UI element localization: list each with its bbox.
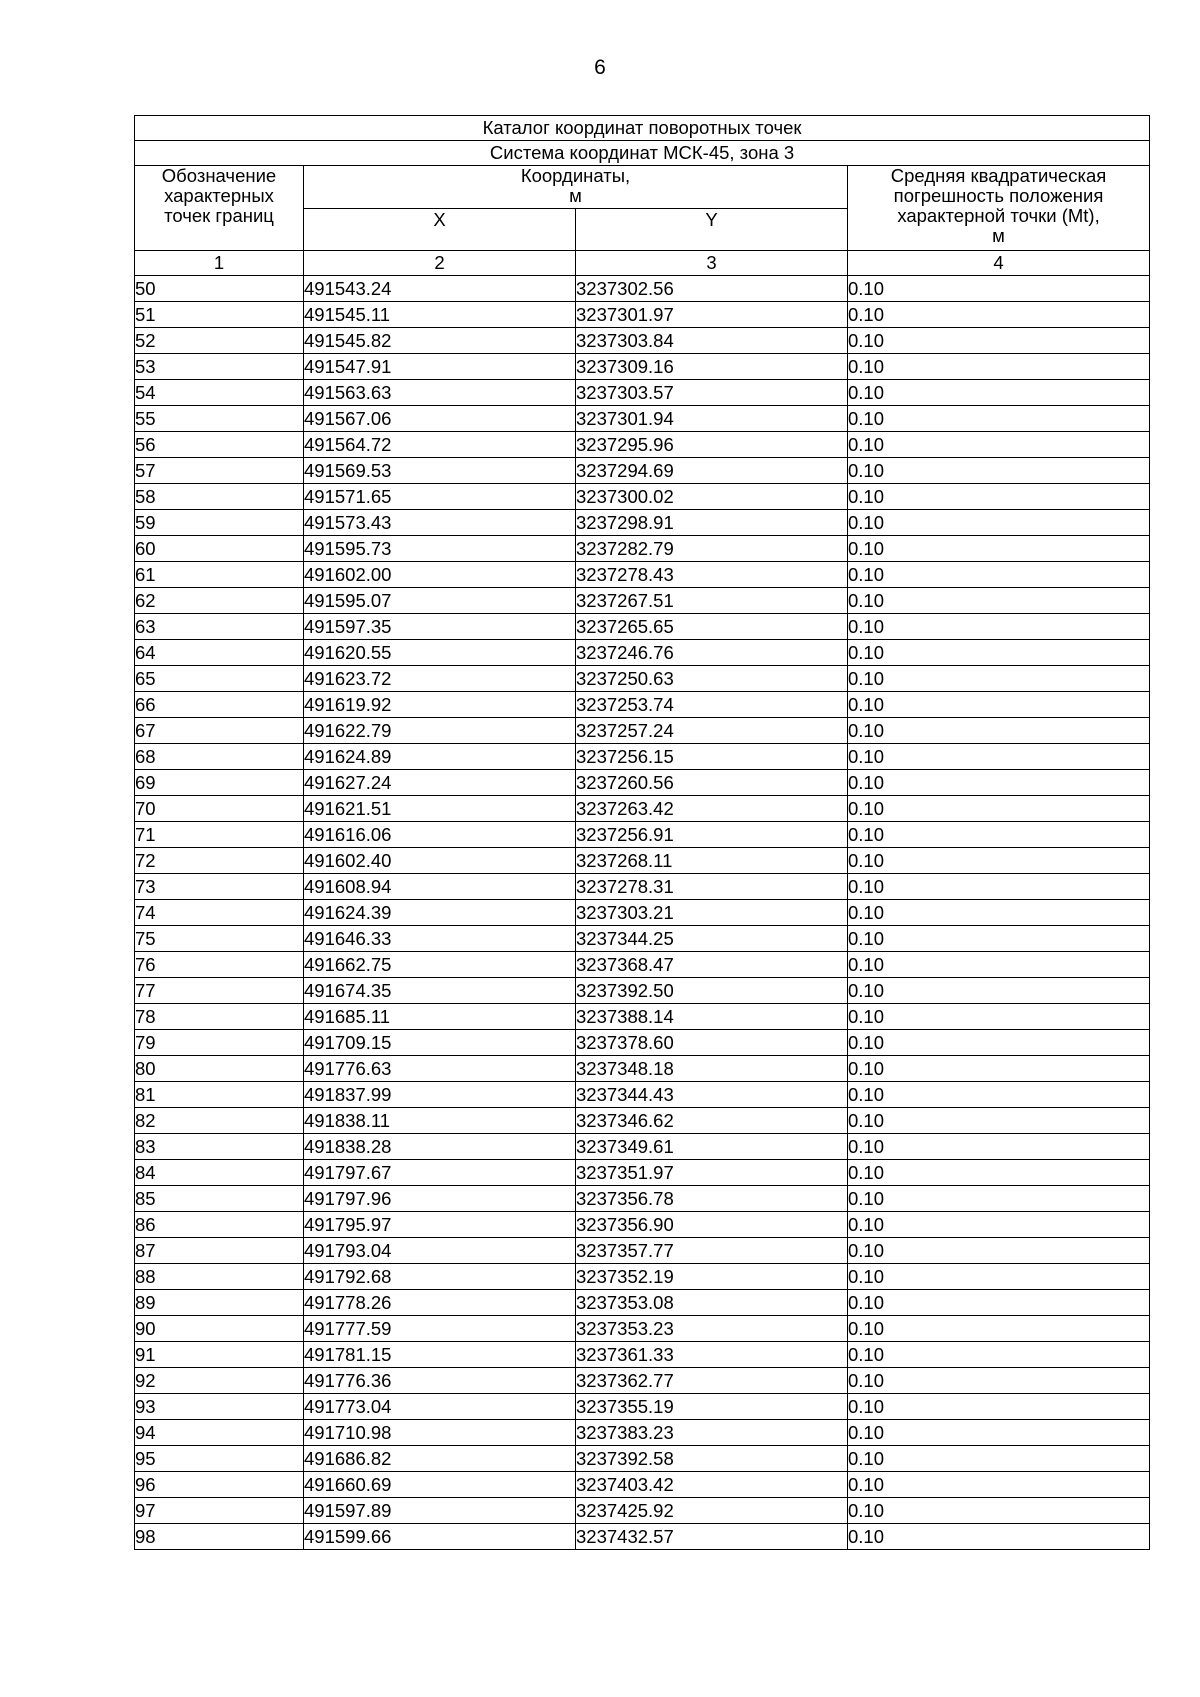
table-row [135, 458, 1150, 484]
error-cell: 0.10 [848, 1186, 1150, 1212]
table-row [135, 354, 1150, 380]
point-id-cell: 87 [135, 1238, 304, 1264]
point-id-cell: 51 [135, 302, 304, 328]
error-cell: 0.10 [848, 562, 1150, 588]
y-coordinate-cell: 3237256.15 [576, 744, 848, 770]
table-row [135, 978, 1150, 1004]
error-cell: 0.10 [848, 1290, 1150, 1316]
error-cell: 0.10 [848, 1316, 1150, 1342]
error-cell: 0.10 [848, 900, 1150, 926]
point-id-cell: 70 [135, 796, 304, 822]
y-coordinate-cell: 3237278.43 [576, 562, 848, 588]
x-coordinate-cell: 491837.99 [304, 1082, 576, 1108]
y-coordinate-cell: 3237368.47 [576, 952, 848, 978]
table-row [135, 1056, 1150, 1082]
header-line: Координаты, [520, 165, 631, 186]
point-id-cell: 83 [135, 1134, 304, 1160]
error-cell: 0.10 [848, 406, 1150, 432]
table-row [135, 1394, 1150, 1420]
x-coordinate-cell: 491660.69 [304, 1472, 576, 1498]
table-row [135, 796, 1150, 822]
point-id-cell: 50 [135, 276, 304, 302]
x-coordinate-cell: 491569.53 [304, 458, 576, 484]
y-coordinate-cell: 3237303.21 [576, 900, 848, 926]
table-row [135, 380, 1150, 406]
table-row [135, 822, 1150, 848]
x-coordinate-cell: 491573.43 [304, 510, 576, 536]
x-coordinate-cell: 491602.40 [304, 848, 576, 874]
table-row [135, 718, 1150, 744]
coordinate-system-title: Система координат МСК-45, зона 3 [135, 141, 1150, 166]
table-row [135, 1498, 1150, 1524]
header-line: погрешность положения [893, 185, 1104, 206]
y-coordinate-cell: 3237263.42 [576, 796, 848, 822]
error-cell: 0.10 [848, 1238, 1150, 1264]
table-row [135, 1030, 1150, 1056]
y-coordinate-cell: 3237352.19 [576, 1264, 848, 1290]
y-coordinate-cell: 3237355.19 [576, 1394, 848, 1420]
column-numbers-row [135, 251, 1150, 276]
error-cell: 0.10 [848, 848, 1150, 874]
x-coordinate-cell: 491595.07 [304, 588, 576, 614]
table-row [135, 926, 1150, 952]
point-id-cell: 78 [135, 1004, 304, 1030]
point-id-cell: 68 [135, 744, 304, 770]
table-row [135, 640, 1150, 666]
point-id-cell: 76 [135, 952, 304, 978]
table-row [135, 848, 1150, 874]
x-coordinate-cell: 491646.33 [304, 926, 576, 952]
point-id-cell: 82 [135, 1108, 304, 1134]
point-id-cell: 58 [135, 484, 304, 510]
error-cell: 0.10 [848, 1368, 1150, 1394]
x-coordinate-cell: 491797.96 [304, 1186, 576, 1212]
error-cell: 0.10 [848, 640, 1150, 666]
table-row [135, 900, 1150, 926]
x-coordinate-cell: 491662.75 [304, 952, 576, 978]
error-cell: 0.10 [848, 666, 1150, 692]
y-coordinate-cell: 3237282.79 [576, 536, 848, 562]
table-row [135, 1160, 1150, 1186]
table-row [135, 666, 1150, 692]
x-coordinate-cell: 491599.66 [304, 1524, 576, 1550]
table-row [135, 588, 1150, 614]
table-row [135, 1524, 1150, 1550]
x-coordinate-cell: 491597.35 [304, 614, 576, 640]
table-row [135, 1472, 1150, 1498]
y-coordinate-cell: 3237253.74 [576, 692, 848, 718]
point-id-cell: 93 [135, 1394, 304, 1420]
y-coordinate-cell: 3237361.33 [576, 1342, 848, 1368]
error-cell: 0.10 [848, 770, 1150, 796]
table-row [135, 536, 1150, 562]
point-id-cell: 60 [135, 536, 304, 562]
table-row [135, 1420, 1150, 1446]
x-coordinate-cell: 491778.26 [304, 1290, 576, 1316]
x-coordinate-cell: 491545.82 [304, 328, 576, 354]
y-coordinate-cell: 3237300.02 [576, 484, 848, 510]
point-id-cell: 65 [135, 666, 304, 692]
table-row [135, 406, 1150, 432]
point-id-cell: 92 [135, 1368, 304, 1394]
y-coordinate-cell: 3237250.63 [576, 666, 848, 692]
x-coordinate-cell: 491773.04 [304, 1394, 576, 1420]
point-id-cell: 64 [135, 640, 304, 666]
point-id-cell: 69 [135, 770, 304, 796]
x-coordinate-cell: 491616.06 [304, 822, 576, 848]
y-coordinate-cell: 3237294.69 [576, 458, 848, 484]
error-cell: 0.10 [848, 1394, 1150, 1420]
error-cell: 0.10 [848, 1082, 1150, 1108]
point-id-cell: 88 [135, 1264, 304, 1290]
y-coordinate-cell: 3237392.50 [576, 978, 848, 1004]
catalog-title: Каталог координат поворотных точек [135, 116, 1150, 141]
y-coordinate-cell: 3237257.24 [576, 718, 848, 744]
header-line: м [992, 225, 1005, 246]
table-row [135, 1290, 1150, 1316]
error-cell: 0.10 [848, 1498, 1150, 1524]
table-row [135, 770, 1150, 796]
point-id-cell: 74 [135, 900, 304, 926]
x-coordinate-cell: 491620.55 [304, 640, 576, 666]
point-id-cell: 57 [135, 458, 304, 484]
header-line: м [569, 185, 582, 206]
error-cell: 0.10 [848, 978, 1150, 1004]
x-coordinate-cell: 491710.98 [304, 1420, 576, 1446]
x-coordinate-cell: 491543.24 [304, 276, 576, 302]
header-line: точек границ [164, 205, 274, 226]
table-body [135, 276, 1150, 1550]
error-cell: 0.10 [848, 1056, 1150, 1082]
x-coordinate-cell: 491685.11 [304, 1004, 576, 1030]
error-cell: 0.10 [848, 1446, 1150, 1472]
error-cell: 0.10 [848, 718, 1150, 744]
y-coordinate-cell: 3237265.65 [576, 614, 848, 640]
table-row [135, 302, 1150, 328]
point-id-cell: 77 [135, 978, 304, 1004]
table-row [135, 432, 1150, 458]
table-row [135, 276, 1150, 302]
header-line: характерных [164, 185, 274, 206]
table-row [135, 1342, 1150, 1368]
point-id-cell: 71 [135, 822, 304, 848]
y-coordinate-cell: 3237260.56 [576, 770, 848, 796]
y-coordinate-cell: 3237267.51 [576, 588, 848, 614]
x-coordinate-cell: 491795.97 [304, 1212, 576, 1238]
x-coordinate-cell: 491792.68 [304, 1264, 576, 1290]
point-id-cell: 56 [135, 432, 304, 458]
table-row [135, 1238, 1150, 1264]
table-row [135, 1186, 1150, 1212]
y-coordinate-cell: 3237246.76 [576, 640, 848, 666]
x-coordinate-cell: 491797.67 [304, 1160, 576, 1186]
point-designation-header [135, 166, 304, 251]
x-coordinate-cell: 491602.00 [304, 562, 576, 588]
point-id-cell: 98 [135, 1524, 304, 1550]
table-row [135, 1316, 1150, 1342]
coordinates-catalog-table [134, 115, 1150, 1550]
table-row [135, 614, 1150, 640]
table-row [135, 562, 1150, 588]
y-coordinate-cell: 3237302.56 [576, 276, 848, 302]
page-number: 6 [594, 56, 606, 79]
y-coordinate-cell: 3237432.57 [576, 1524, 848, 1550]
table-row [135, 1212, 1150, 1238]
point-id-cell: 59 [135, 510, 304, 536]
y-coordinate-cell: 3237383.23 [576, 1420, 848, 1446]
y-coordinate-cell: 3237357.77 [576, 1238, 848, 1264]
y-coordinate-cell: 3237362.77 [576, 1368, 848, 1394]
error-cell: 0.10 [848, 510, 1150, 536]
x-coordinate-cell: 491597.89 [304, 1498, 576, 1524]
column-number: 4 [848, 251, 1150, 276]
error-cell: 0.10 [848, 380, 1150, 406]
column-number: 3 [576, 251, 848, 276]
error-cell: 0.10 [848, 614, 1150, 640]
error-cell: 0.10 [848, 536, 1150, 562]
y-coordinate-cell: 3237309.16 [576, 354, 848, 380]
error-cell: 0.10 [848, 692, 1150, 718]
y-coordinate-cell: 3237349.61 [576, 1134, 848, 1160]
x-coordinate-cell: 491621.51 [304, 796, 576, 822]
y-coordinate-cell: 3237278.31 [576, 874, 848, 900]
table-row [135, 1264, 1150, 1290]
error-cell: 0.10 [848, 952, 1150, 978]
x-coordinate-cell: 491781.15 [304, 1342, 576, 1368]
point-id-cell: 89 [135, 1290, 304, 1316]
point-id-cell: 91 [135, 1342, 304, 1368]
y-coordinate-cell: 3237301.94 [576, 406, 848, 432]
error-cell: 0.10 [848, 432, 1150, 458]
table-row [135, 1082, 1150, 1108]
error-cell: 0.10 [848, 1524, 1150, 1550]
y-coordinate-cell: 3237295.96 [576, 432, 848, 458]
point-id-cell: 67 [135, 718, 304, 744]
error-cell: 0.10 [848, 744, 1150, 770]
y-coordinate-cell: 3237348.18 [576, 1056, 848, 1082]
y-coordinate-cell: 3237353.23 [576, 1316, 848, 1342]
point-id-cell: 81 [135, 1082, 304, 1108]
y-coordinate-cell: 3237353.08 [576, 1290, 848, 1316]
x-coordinate-cell: 491547.91 [304, 354, 576, 380]
table-row [135, 1446, 1150, 1472]
point-id-cell: 79 [135, 1030, 304, 1056]
y-column-header: Y [576, 209, 848, 251]
y-coordinate-cell: 3237346.62 [576, 1108, 848, 1134]
error-cell: 0.10 [848, 458, 1150, 484]
x-coordinate-cell: 491776.63 [304, 1056, 576, 1082]
point-id-cell: 86 [135, 1212, 304, 1238]
x-coordinate-cell: 491619.92 [304, 692, 576, 718]
error-cell: 0.10 [848, 484, 1150, 510]
point-id-cell: 52 [135, 328, 304, 354]
point-id-cell: 55 [135, 406, 304, 432]
point-id-cell: 94 [135, 1420, 304, 1446]
y-coordinate-cell: 3237403.42 [576, 1472, 848, 1498]
error-cell: 0.10 [848, 588, 1150, 614]
column-number: 1 [135, 251, 304, 276]
x-coordinate-cell: 491674.35 [304, 978, 576, 1004]
table-row [135, 328, 1150, 354]
y-coordinate-cell: 3237351.97 [576, 1160, 848, 1186]
x-coordinate-cell: 491571.65 [304, 484, 576, 510]
y-coordinate-cell: 3237356.90 [576, 1212, 848, 1238]
x-coordinate-cell: 491838.28 [304, 1134, 576, 1160]
y-coordinate-cell: 3237303.84 [576, 328, 848, 354]
error-cell: 0.10 [848, 1342, 1150, 1368]
x-coordinate-cell: 491624.39 [304, 900, 576, 926]
x-coordinate-cell: 491623.72 [304, 666, 576, 692]
x-coordinate-cell: 491793.04 [304, 1238, 576, 1264]
point-id-cell: 85 [135, 1186, 304, 1212]
table-row [135, 952, 1150, 978]
point-id-cell: 72 [135, 848, 304, 874]
point-id-cell: 54 [135, 380, 304, 406]
point-id-cell: 61 [135, 562, 304, 588]
x-coordinate-cell: 491838.11 [304, 1108, 576, 1134]
point-id-cell: 80 [135, 1056, 304, 1082]
point-id-cell: 95 [135, 1446, 304, 1472]
point-id-cell: 66 [135, 692, 304, 718]
error-cell: 0.10 [848, 1160, 1150, 1186]
y-coordinate-cell: 3237388.14 [576, 1004, 848, 1030]
error-cell: 0.10 [848, 328, 1150, 354]
y-coordinate-cell: 3237298.91 [576, 510, 848, 536]
table-row [135, 510, 1150, 536]
header-line: Обозначение [161, 165, 277, 186]
header-line: характерной точки (Mt), [897, 205, 1100, 226]
coordinates-header [304, 166, 848, 209]
error-cell: 0.10 [848, 796, 1150, 822]
error-cell: 0.10 [848, 822, 1150, 848]
error-cell: 0.10 [848, 1472, 1150, 1498]
x-coordinate-cell: 491709.15 [304, 1030, 576, 1056]
x-coordinate-cell: 491686.82 [304, 1446, 576, 1472]
point-id-cell: 53 [135, 354, 304, 380]
table-row [135, 1004, 1150, 1030]
table-row [135, 1134, 1150, 1160]
y-coordinate-cell: 3237303.57 [576, 380, 848, 406]
point-id-cell: 75 [135, 926, 304, 952]
error-cell: 0.10 [848, 874, 1150, 900]
mean-square-error-header [848, 166, 1150, 251]
table-row [135, 484, 1150, 510]
error-cell: 0.10 [848, 1264, 1150, 1290]
table-row [135, 744, 1150, 770]
x-coordinate-cell: 491563.63 [304, 380, 576, 406]
table-row [135, 1368, 1150, 1394]
x-coordinate-cell: 491567.06 [304, 406, 576, 432]
error-cell: 0.10 [848, 354, 1150, 380]
table-row [135, 1108, 1150, 1134]
x-coordinate-cell: 491627.24 [304, 770, 576, 796]
header-line: Средняя квадратическая [890, 165, 1107, 186]
error-cell: 0.10 [848, 1134, 1150, 1160]
y-coordinate-cell: 3237256.91 [576, 822, 848, 848]
point-id-cell: 84 [135, 1160, 304, 1186]
error-cell: 0.10 [848, 302, 1150, 328]
error-cell: 0.10 [848, 926, 1150, 952]
error-cell: 0.10 [848, 1004, 1150, 1030]
error-cell: 0.10 [848, 1108, 1150, 1134]
y-coordinate-cell: 3237268.11 [576, 848, 848, 874]
point-id-cell: 73 [135, 874, 304, 900]
point-id-cell: 96 [135, 1472, 304, 1498]
x-coordinate-cell: 491776.36 [304, 1368, 576, 1394]
y-coordinate-cell: 3237425.92 [576, 1498, 848, 1524]
y-coordinate-cell: 3237378.60 [576, 1030, 848, 1056]
y-coordinate-cell: 3237344.43 [576, 1082, 848, 1108]
x-coordinate-cell: 491545.11 [304, 302, 576, 328]
x-coordinate-cell: 491777.59 [304, 1316, 576, 1342]
y-coordinate-cell: 3237301.97 [576, 302, 848, 328]
error-cell: 0.10 [848, 1030, 1150, 1056]
error-cell: 0.10 [848, 276, 1150, 302]
x-coordinate-cell: 491608.94 [304, 874, 576, 900]
x-column-header: X [304, 209, 576, 251]
x-coordinate-cell: 491595.73 [304, 536, 576, 562]
point-id-cell: 90 [135, 1316, 304, 1342]
column-number: 2 [304, 251, 576, 276]
error-cell: 0.10 [848, 1212, 1150, 1238]
point-id-cell: 63 [135, 614, 304, 640]
point-id-cell: 97 [135, 1498, 304, 1524]
y-coordinate-cell: 3237392.58 [576, 1446, 848, 1472]
y-coordinate-cell: 3237344.25 [576, 926, 848, 952]
table-row [135, 692, 1150, 718]
point-id-cell: 62 [135, 588, 304, 614]
error-cell: 0.10 [848, 1420, 1150, 1446]
x-coordinate-cell: 491564.72 [304, 432, 576, 458]
y-coordinate-cell: 3237356.78 [576, 1186, 848, 1212]
table-row [135, 874, 1150, 900]
x-coordinate-cell: 491624.89 [304, 744, 576, 770]
x-coordinate-cell: 491622.79 [304, 718, 576, 744]
